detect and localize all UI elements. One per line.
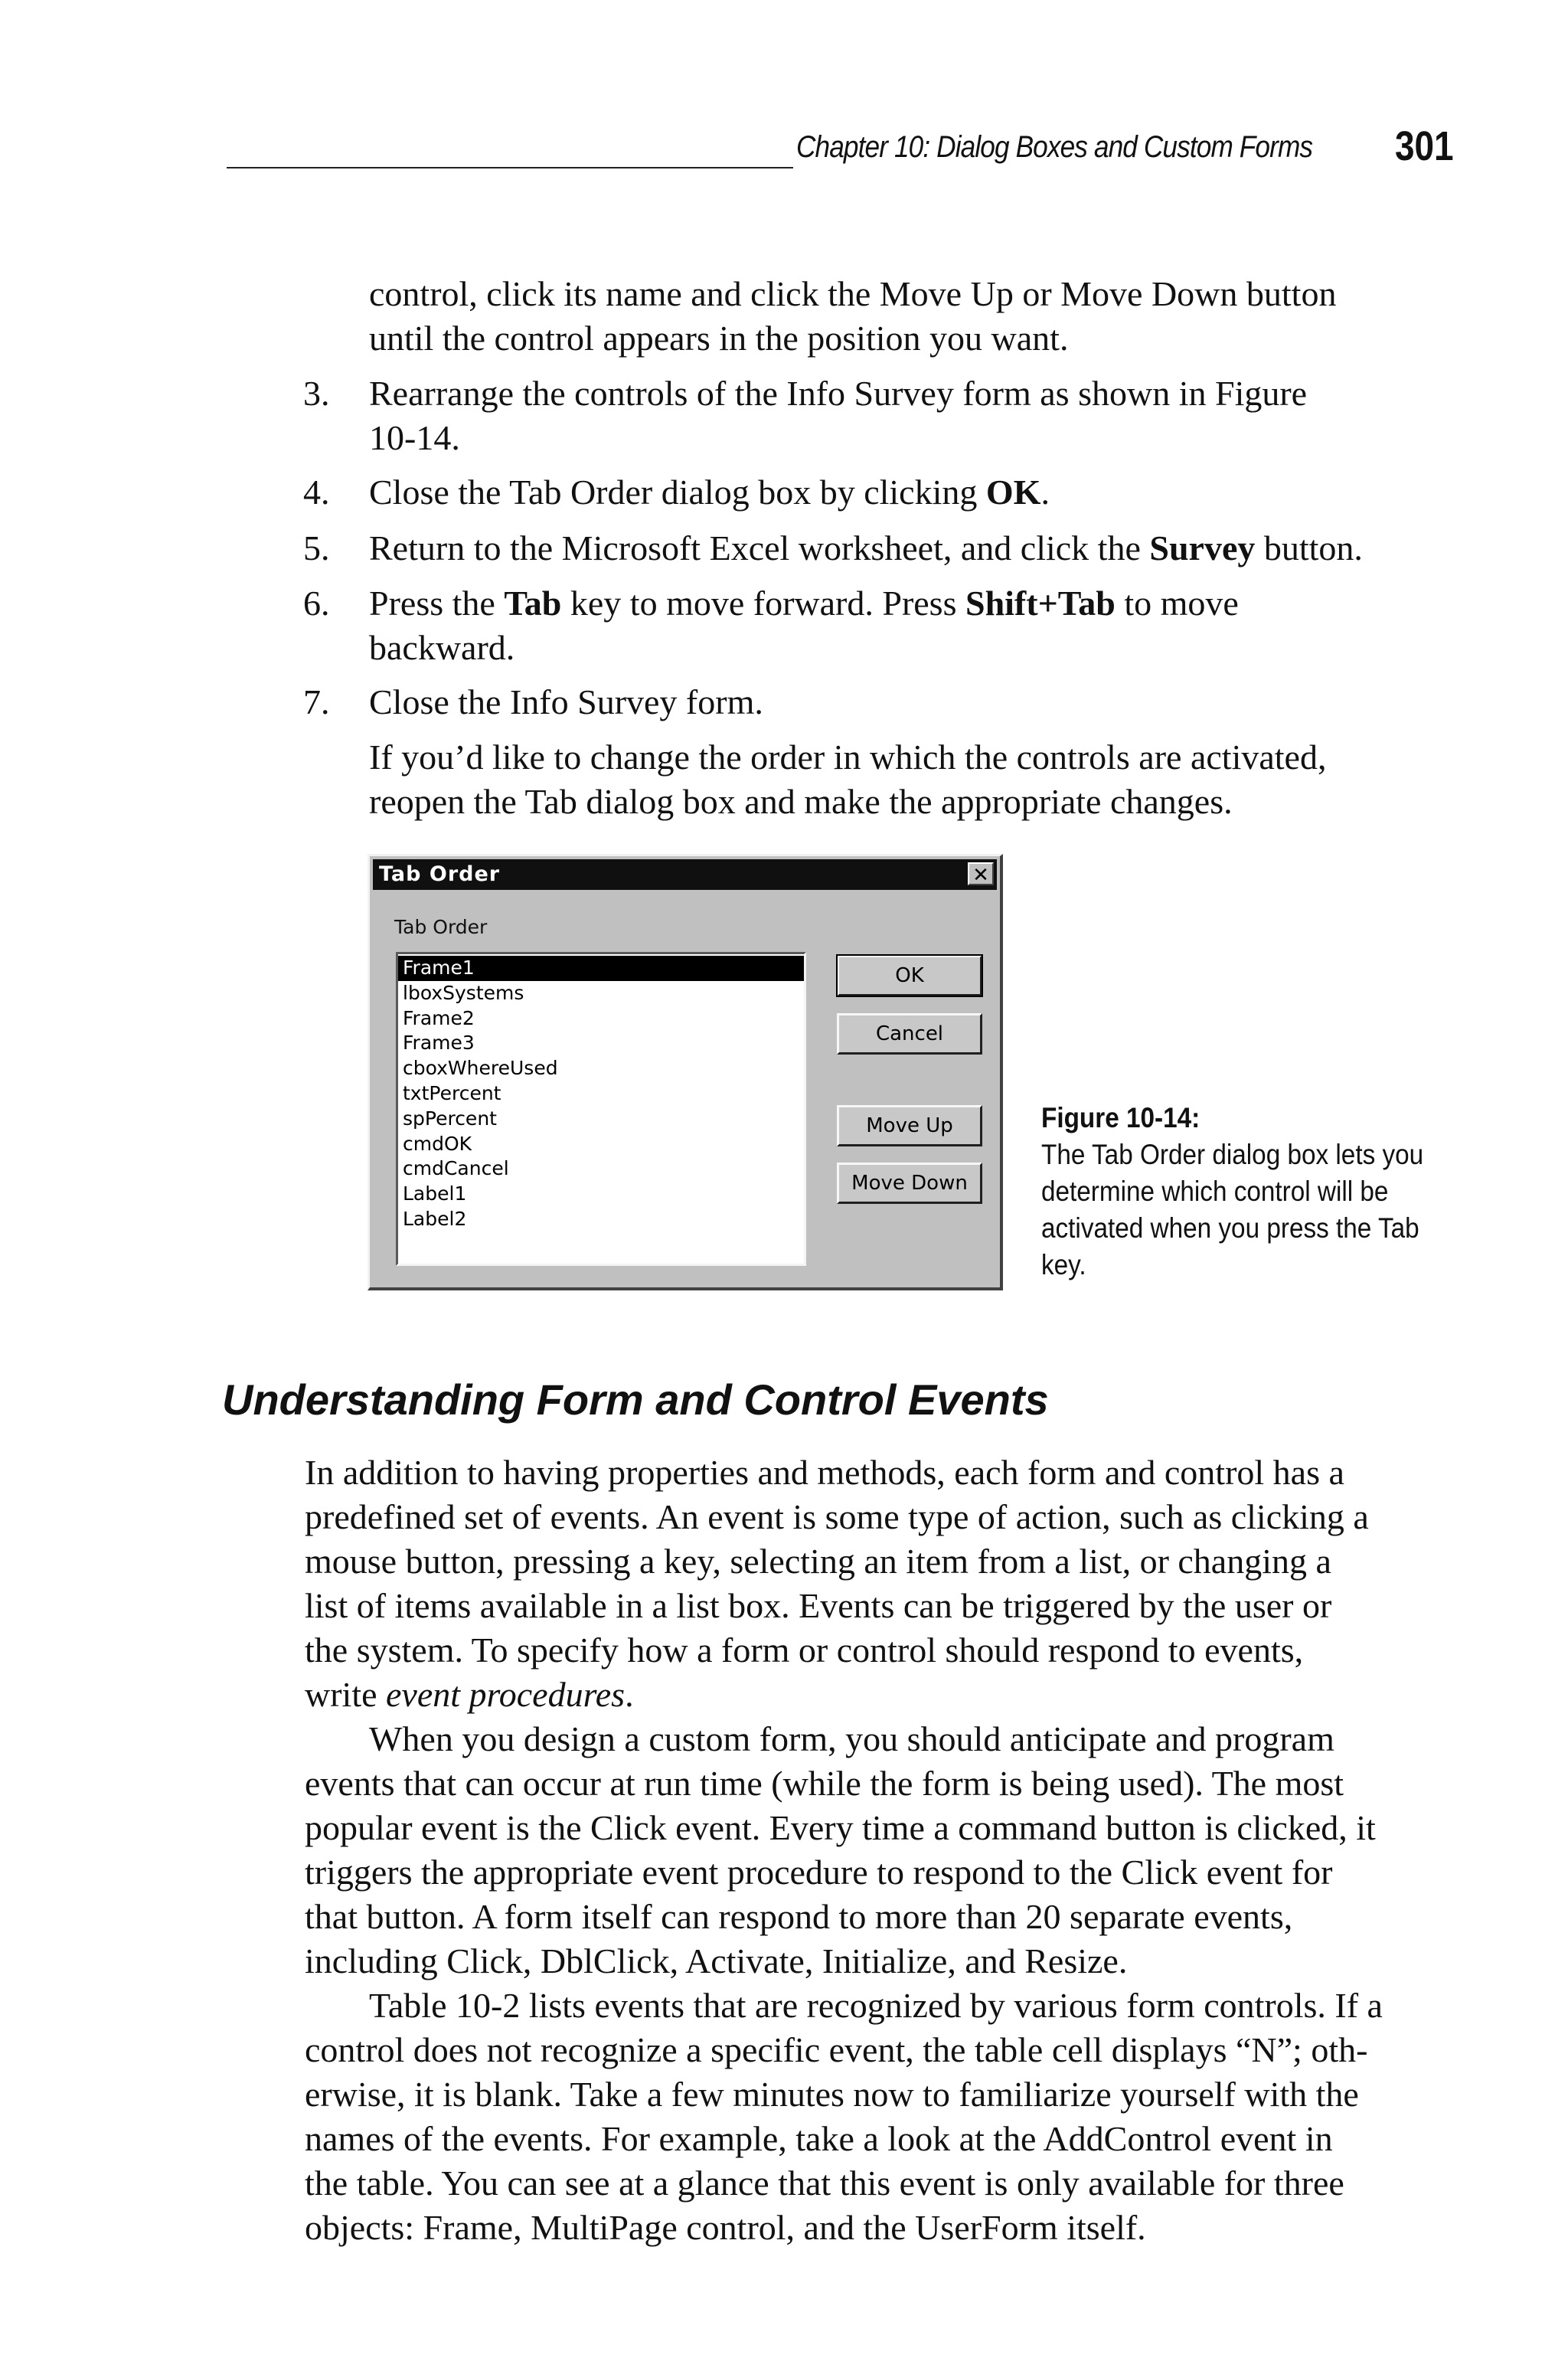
list-item-cmdok[interactable]: cmdOK xyxy=(403,1132,472,1155)
para3-line-4: names of the events. For example, take a look at the AddControl event in xyxy=(305,2119,1333,2158)
step-6-line-1 xyxy=(369,581,1239,626)
step-3-line-1: Rearrange the controls of the Info Survey form as shown in Figure xyxy=(369,374,1308,413)
move-up-button[interactable]: Move Up xyxy=(837,1105,982,1146)
para2-line-6: including Click, DblClick, Activate, Initialize, and Resize. xyxy=(305,1941,1128,1980)
section-heading: Understanding Form and Control Events xyxy=(222,1375,1049,1424)
para3-line-3: erwise, it is blank. Take a few minutes now to familiarize yourself with the xyxy=(305,2075,1359,2114)
list-item-label1[interactable]: Label1 xyxy=(403,1182,467,1205)
step-4-text xyxy=(369,470,1050,515)
step-6-pre: Press the xyxy=(369,584,505,623)
cancel-button[interactable]: Cancel xyxy=(837,1013,982,1055)
figure-caption-line-1: The Tab Order dialog box lets you xyxy=(1041,1139,1424,1170)
step-5-text xyxy=(369,526,1363,571)
continuation-line-1: control, click its name and click the Move Up or Move Down button xyxy=(369,274,1337,313)
figure-caption-line-2: determine which control will be xyxy=(1041,1176,1389,1207)
para3-line-1: Table 10-2 lists events that are recognized by various form controls. If a xyxy=(369,1986,1383,2025)
para1-line-6 xyxy=(305,1673,634,1717)
close-icon[interactable]: ✕ xyxy=(968,862,994,885)
tab-order-dialog xyxy=(368,854,1003,1290)
para2-line-2: events that can occur at run time (while the form is being used). The most xyxy=(305,1764,1344,1803)
tab-order-list-label: Tab Order xyxy=(394,916,488,938)
step-3-number: 3. xyxy=(303,374,330,413)
list-item-lboxsystems[interactable]: lboxSystems xyxy=(403,981,524,1004)
para1-last-italic: event procedures xyxy=(386,1675,626,1714)
figure-caption-line-3: activated when you press the Tab xyxy=(1041,1212,1419,1244)
para2-line-3: popular event is the Click event. Every time a command button is clicked, it xyxy=(305,1808,1376,1847)
list-item-frame1[interactable]: Frame1 xyxy=(398,956,804,981)
para2-line-1: When you design a custom form, you should anticipate and program xyxy=(369,1719,1334,1758)
para1-last-post: . xyxy=(625,1675,634,1714)
step-4-bold: OK xyxy=(985,473,1041,512)
list-item-label2[interactable]: Label2 xyxy=(403,1207,467,1230)
para1-line-5: the system. To specify how a form or control should respond to events, xyxy=(305,1630,1304,1670)
para1-line-3: mouse button, pressing a key, selecting an item from a list, or changing a xyxy=(305,1542,1331,1581)
list-item-frame2[interactable]: Frame2 xyxy=(403,1006,475,1029)
ok-button[interactable]: OK xyxy=(837,955,982,996)
list-item-cmdcancel[interactable]: cmdCancel xyxy=(403,1157,509,1180)
step-7-number: 7. xyxy=(303,682,330,721)
step-5-bold: Survey xyxy=(1149,528,1256,567)
step-6-bold-1: Tab xyxy=(504,584,562,623)
list-item-sppercent[interactable]: spPercent xyxy=(403,1107,497,1130)
step-6-line-2: backward. xyxy=(369,628,515,667)
step-4-number: 4. xyxy=(303,473,330,512)
para1-last-pre: write xyxy=(305,1675,387,1714)
step-5-pre: Return to the Microsoft Excel worksheet, and click the xyxy=(369,528,1150,567)
figure-caption xyxy=(1041,1100,1455,1284)
step-4-post: . xyxy=(1040,473,1050,512)
dialog-title: Tab Order xyxy=(379,862,501,886)
para1-line-1: In addition to having properties and methods, each form and control has a xyxy=(305,1453,1344,1492)
figure-caption-label: Figure 10-14: xyxy=(1041,1102,1200,1133)
step-5-post: button. xyxy=(1255,528,1363,567)
para3-line-6: objects: Frame, MultiPage control, and the UserForm itself. xyxy=(305,2208,1146,2247)
page-number: 301 xyxy=(1395,123,1454,169)
move-down-button[interactable]: Move Down xyxy=(837,1163,982,1204)
note-line-2: reopen the Tab dialog box and make the appropriate changes. xyxy=(369,782,1233,821)
list-item-frame3[interactable]: Frame3 xyxy=(403,1032,475,1055)
dialog-titlebar xyxy=(373,859,997,890)
list-item-txtpercent[interactable]: txtPercent xyxy=(403,1081,501,1104)
header-rule xyxy=(227,167,793,168)
para2-line-5: that button. A form itself can respond to more than 20 separate events, xyxy=(305,1897,1293,1936)
step-4-pre: Close the Tab Order dialog box by clicking xyxy=(369,473,986,512)
continuation-line-2: until the control appears in the position you want. xyxy=(369,319,1069,358)
tab-order-listbox[interactable] xyxy=(396,952,806,1266)
para2-line-4: triggers the appropriate event procedure to respond to the Click event for xyxy=(305,1853,1333,1892)
step-6-bold-2: Shift+Tab xyxy=(965,584,1116,623)
para1-line-4: list of items available in a list box. Events can be triggered by the user or xyxy=(305,1586,1332,1625)
figure-caption-line-4: key. xyxy=(1041,1249,1086,1280)
step-6-post: to move xyxy=(1115,584,1239,623)
chapter-title: Chapter 10: Dialog Boxes and Custom Forms xyxy=(796,130,1313,164)
para3-line-5: the table. You can see at a glance that this event is only available for three xyxy=(305,2163,1344,2203)
step-7-text: Close the Info Survey form. xyxy=(369,682,763,721)
step-3-line-2: 10-14. xyxy=(369,418,460,457)
step-6-mid: key to move forward. Press xyxy=(561,584,965,623)
para3-line-2: control does not recognize a specific event, the table cell displays “N”; oth- xyxy=(305,2030,1368,2069)
para1-line-2: predefined set of events. An event is some type of action, such as clicking a xyxy=(305,1497,1369,1536)
note-line-1: If you’d like to change the order in which the controls are activated, xyxy=(369,737,1327,777)
step-5-number: 5. xyxy=(303,528,330,567)
list-item-cboxwhereused[interactable]: cboxWhereUsed xyxy=(403,1057,558,1080)
step-6-number: 6. xyxy=(303,584,330,623)
